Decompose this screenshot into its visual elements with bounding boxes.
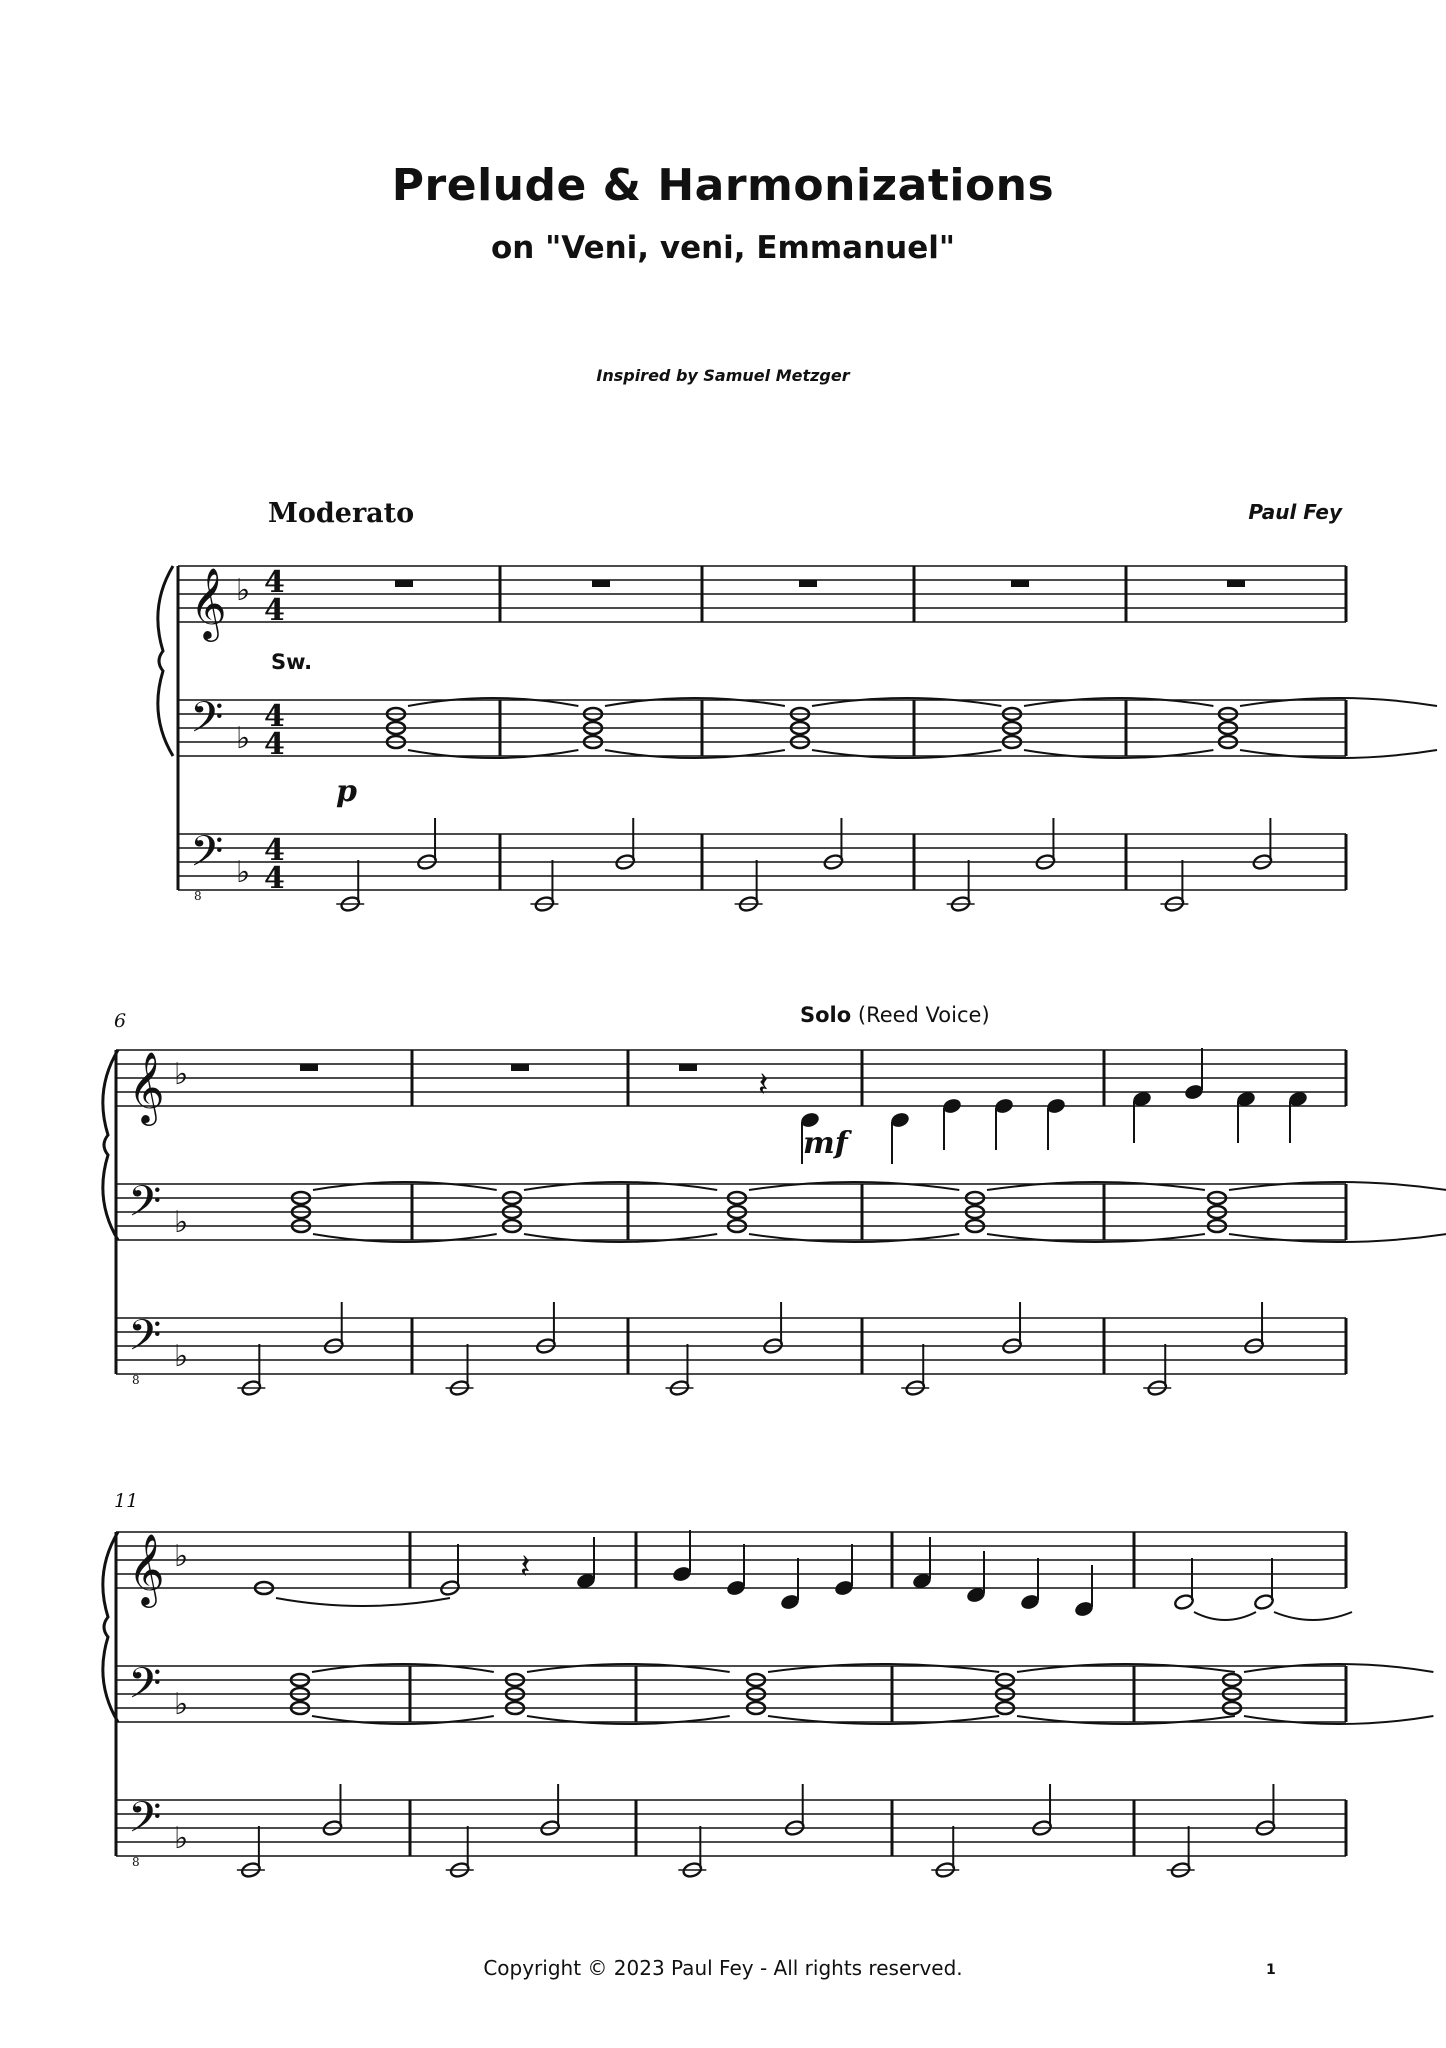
chord-tie xyxy=(749,1234,959,1242)
treble-clef-icon: 𝄞 xyxy=(128,1532,165,1605)
quarter-rest-icon: 𝄽 xyxy=(520,1547,531,1587)
inspired-by-credit: Inspired by Samuel Metzger xyxy=(596,366,850,385)
measure-number-6: 6 xyxy=(114,1010,127,1032)
key-signature-flat: ♭ xyxy=(174,1687,189,1722)
key-signature-flat: ♭ xyxy=(174,1339,189,1374)
time-signature-number: 4 xyxy=(264,833,285,868)
whole-rest xyxy=(395,580,413,587)
measure-number-11: 11 xyxy=(114,1490,139,1512)
quarter-rest-icon: 𝄽 xyxy=(758,1065,769,1105)
whole-rest xyxy=(592,580,610,587)
chord-tie xyxy=(524,1234,717,1242)
system-brace xyxy=(158,566,173,756)
key-signature-flat: ♭ xyxy=(174,1539,189,1574)
page-title: Prelude & Harmonizations xyxy=(391,160,1055,211)
whole-rest xyxy=(300,1064,318,1071)
time-signature-number: 4 xyxy=(264,593,285,628)
chord-tie xyxy=(987,1234,1205,1242)
chord-tie xyxy=(1017,1716,1235,1724)
chord-tie xyxy=(312,1716,494,1724)
time-signature-number: 4 xyxy=(264,565,285,600)
key-signature-flat: ♭ xyxy=(236,573,251,608)
melody-tie xyxy=(1194,1612,1256,1620)
chord-tie xyxy=(313,1234,497,1242)
page-subtitle: on "Veni, veni, Emmanuel" xyxy=(490,230,956,266)
octave-marking: 8 xyxy=(132,1373,140,1387)
whole-rest xyxy=(1227,580,1245,587)
key-signature-flat: ♭ xyxy=(236,721,251,756)
chord-tie xyxy=(768,1716,999,1724)
key-signature-flat: ♭ xyxy=(174,1821,189,1856)
time-signature-number: 4 xyxy=(264,699,285,734)
chord-tie xyxy=(1229,1234,1446,1242)
melody-tie xyxy=(1274,1612,1352,1620)
copyright-notice: Copyright © 2023 Paul Fey - All rights reserved. xyxy=(483,1956,963,1980)
key-signature-flat: ♭ xyxy=(174,1057,189,1092)
tempo-marking: Moderato xyxy=(268,498,415,529)
whole-rest xyxy=(1011,580,1029,587)
treble-clef-icon: 𝄞 xyxy=(128,1050,165,1123)
time-signature-number: 4 xyxy=(264,727,285,762)
solo-voice: (Reed Voice) xyxy=(857,1003,990,1027)
bass-clef-icon: 𝄢 xyxy=(128,1311,162,1371)
whole-rest xyxy=(511,1064,529,1071)
page-number: 1 xyxy=(1266,1962,1276,1978)
key-signature-flat: ♭ xyxy=(236,855,251,890)
composer-name: Paul Fey xyxy=(1248,500,1342,524)
chord-tie xyxy=(527,1716,730,1724)
registration-marking: Sw. xyxy=(271,650,313,674)
bass-clef-icon: 𝄢 xyxy=(190,827,224,887)
chord-tie xyxy=(1244,1716,1433,1724)
solo-label: Solo xyxy=(800,1003,852,1027)
whole-rest xyxy=(799,580,817,587)
bass-clef-icon: 𝄢 xyxy=(128,1659,162,1719)
octave-marking: 8 xyxy=(132,1855,140,1869)
whole-rest xyxy=(679,1064,697,1071)
key-signature-flat: ♭ xyxy=(174,1205,189,1240)
dynamic-piano: p xyxy=(336,774,357,809)
melody-tie xyxy=(276,1598,450,1606)
dynamic-mezzo-forte: mf xyxy=(803,1126,848,1161)
time-signature-number: 4 xyxy=(264,861,285,896)
treble-clef-icon: 𝄞 xyxy=(190,566,227,639)
octave-marking: 8 xyxy=(194,889,202,903)
bass-clef-icon: 𝄢 xyxy=(128,1793,162,1853)
bass-clef-icon: 𝄢 xyxy=(190,693,224,753)
bass-clef-icon: 𝄢 xyxy=(128,1177,162,1237)
